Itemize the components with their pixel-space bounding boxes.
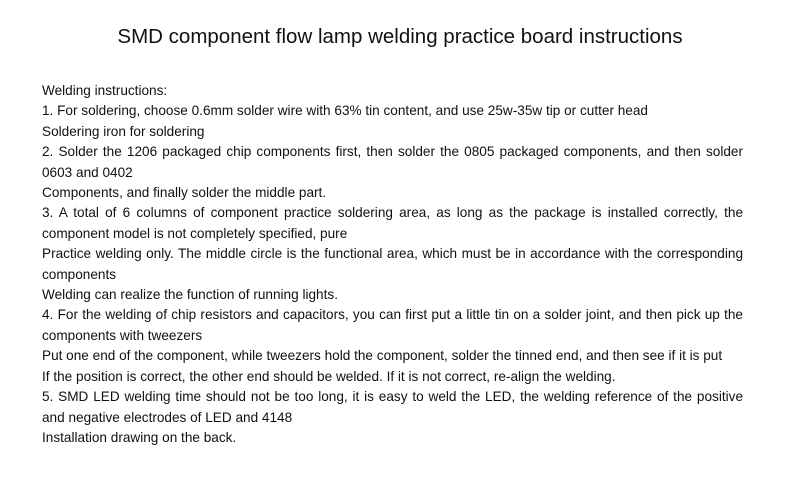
instruction-line: Soldering iron for soldering	[42, 123, 205, 139]
instruction-line: 5. SMD LED welding time should not be too long, it is easy to weld the LED, the welding reference of the positive and negative electrodes of LED and 4148	[42, 389, 743, 425]
instruction-line: If the position is correct, the other end should be welded. If it is not correct, re-align the welding.	[42, 368, 616, 384]
instruction-line: 3. A total of 6 columns of component practice soldering area, as long as the package is installed correctly, the component model is not completely specified, pure	[42, 205, 743, 241]
instruction-line: Put one end of the component, while tweezers hold the component, solder the tinned end, and then see if it is put	[42, 348, 723, 364]
instruction-line: Practice welding only. The middle circle is the functional area, which must be in accordance with the corresponding components	[42, 246, 743, 282]
instruction-line: 4. For the welding of chip resistors and capacitors, you can first put a little tin on a solder joint, and then pick up the components with tweezers	[42, 307, 743, 343]
instructions-body	[42, 81, 743, 448]
instruction-line: Components, and finally solder the middle part.	[42, 185, 327, 201]
instruction-line: Welding can realize the function of running lights.	[42, 287, 338, 303]
document-title: SMD component flow lamp welding practice board instructions	[117, 25, 683, 48]
instruction-line: 2. Solder the 1206 packaged chip components first, then solder the 0805 packaged components, and then solder 0603 and 0402	[42, 144, 743, 180]
section-heading: Welding instructions:	[42, 83, 168, 98]
instruction-line: Installation drawing on the back.	[42, 429, 237, 445]
instruction-line: 1. For soldering, choose 0.6mm solder wire with 63% tin content, and use 25w-35w tip or cutter head	[42, 103, 648, 119]
